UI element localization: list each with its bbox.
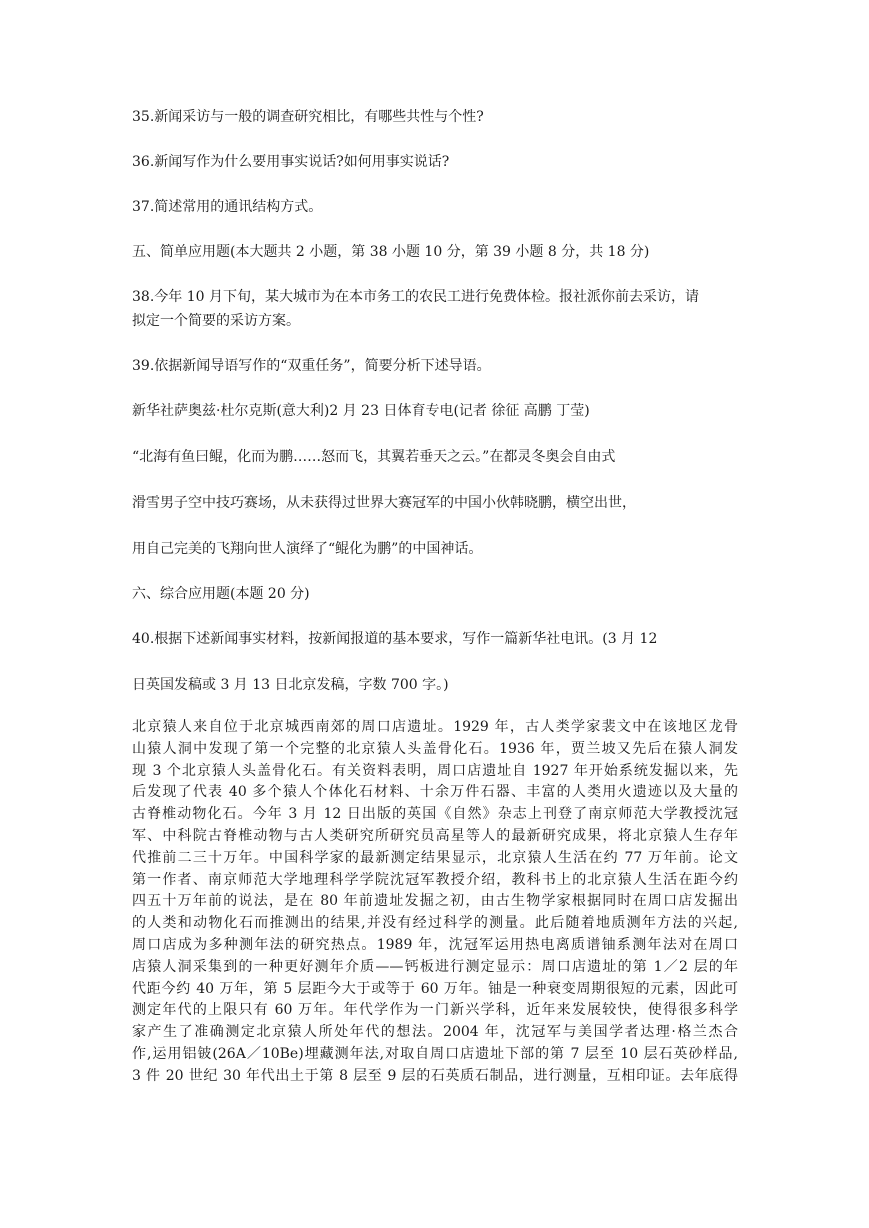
material-line: 作,运用铝铍(26A／10Be)埋藏测年法,对取自周口店遗址下部的第 7 层至 10 层石英砂样品,: [132, 1045, 738, 1062]
question-37: 37.简述常用的通讯结构方式。: [132, 199, 323, 215]
material-line: 军、中科院古脊椎动物与古人类研究所研究员高星等人的最新研究成果，将北京猿人生存年: [132, 827, 738, 844]
dateline: 新华社萨奥兹·杜尔克斯(意大利)2 月 23 日体育专电(记者 徐征 高鹏 丁莹): [132, 403, 590, 419]
material-line: 测定年代的上限只有 60 万年。年代学作为一门新兴学科，近年来发展较快，使得很多科学: [132, 1002, 738, 1019]
material-line: 第一作者、南京师范大学地理科学学院沈冠军教授介绍，教科书上的北京猿人生活在距今约: [132, 871, 738, 888]
lead-line-3: 用自己完美的飞翔向世人演绎了“鲲化为鹏”的中国神话。: [132, 541, 483, 557]
material-line: 山猿人洞中发现了第一个完整的北京猿人头盖骨化石。1936 年，贾兰坡又先后在猿人洞发: [132, 740, 738, 757]
question-36: 36.新闻写作为什么要用事实说话?如何用事实说话?: [132, 154, 450, 170]
news-material-paragraph: [132, 717, 738, 1088]
section-six-heading: 六、综合应用题(本题 20 分): [132, 586, 310, 602]
material-line: 店猿人洞采集到的一种更好测年介质——钙板进行测定显示：周口店遗址的第 1／2 层的年: [132, 958, 738, 975]
material-line: 四五十万年前的说法，是在 80 年前遗址发掘之初，由古生物学家根据同时在周口店发掘出: [132, 893, 738, 910]
question-38-line-1: 38.今年 10 月下旬，某大城市为在本市务工的农民工进行免费体检。报社派你前去采访，请: [132, 289, 699, 305]
material-line: 家产生了准确测定北京猿人所处年代的想法。2004 年，沈冠军与美国学者达理·格兰杰合: [132, 1024, 738, 1041]
question-39: 39.依据新闻导语写作的“双重任务”，简要分析下述导语。: [132, 358, 491, 374]
material-line: 周口店成为多种测年法的研究热点。1989 年，沈冠军运用热电离质谱铀系测年法对在周口: [132, 936, 738, 953]
material-line: 代距今约 40 万年，第 5 层距今大于或等于 60 万年。铀是一种衰变周期很短的元素，因此可: [132, 980, 738, 997]
question-40-line-1: 40.根据下述新闻事实材料，按新闻报道的基本要求，写作一篇新华社电讯。(3 月 12: [132, 631, 658, 647]
question-35: 35.新闻采访与一般的调查研究相比，有哪些共性与个性?: [132, 109, 484, 125]
material-line: 的人类和动物化石而推测出的结果,并没有经过科学的测量。此后随着地质测年方法的兴起,: [132, 915, 738, 932]
lead-line-2: 滑雪男子空中技巧赛场，从未获得过世界大赛冠军的中国小伙韩晓鹏，横空出世，: [132, 495, 636, 511]
material-line: 3 件 20 世纪 30 年代出土于第 8 层至 9 层的石英质石制品，进行测量，互相印证。去年底得: [132, 1067, 738, 1084]
section-five-heading: 五、简单应用题(本大题共 2 小题，第 38 小题 10 分，第 39 小题 8 分，共 18 分): [132, 244, 650, 260]
material-line: 代推前二三十万年。中国科学家的最新测定结果显示，北京猿人生活在约 77 万年前。论文: [132, 849, 738, 866]
question-38-line-2: 拟定一个简要的采访方案。: [132, 313, 300, 329]
lead-line-1: “北海有鱼曰鲲，化而为鹏……怒而飞，其翼若垂天之云。”在都灵冬奥会自由式: [132, 449, 616, 465]
material-line: 后发现了代表 40 多个猿人个体化石材料、十余万件石器、丰富的人类用火遗迹以及大量的: [132, 784, 738, 801]
material-line: 现 3 个北京猿人头盖骨化石。有关资料表明，周口店遗址自 1927 年开始系统发掘以来，先: [132, 762, 738, 779]
material-line: 古脊椎动物化石。今年 3 月 12 日出版的英国《自然》杂志上刊登了南京师范大学教授沈冠: [132, 806, 738, 823]
material-line: 北京猿人来自位于北京城西南郊的周口店遗址。1929 年，古人类学家裴文中在该地区龙骨: [132, 719, 738, 735]
question-40-line-2: 日英国发稿或 3 月 13 日北京发稿，字数 700 字。): [132, 677, 449, 693]
